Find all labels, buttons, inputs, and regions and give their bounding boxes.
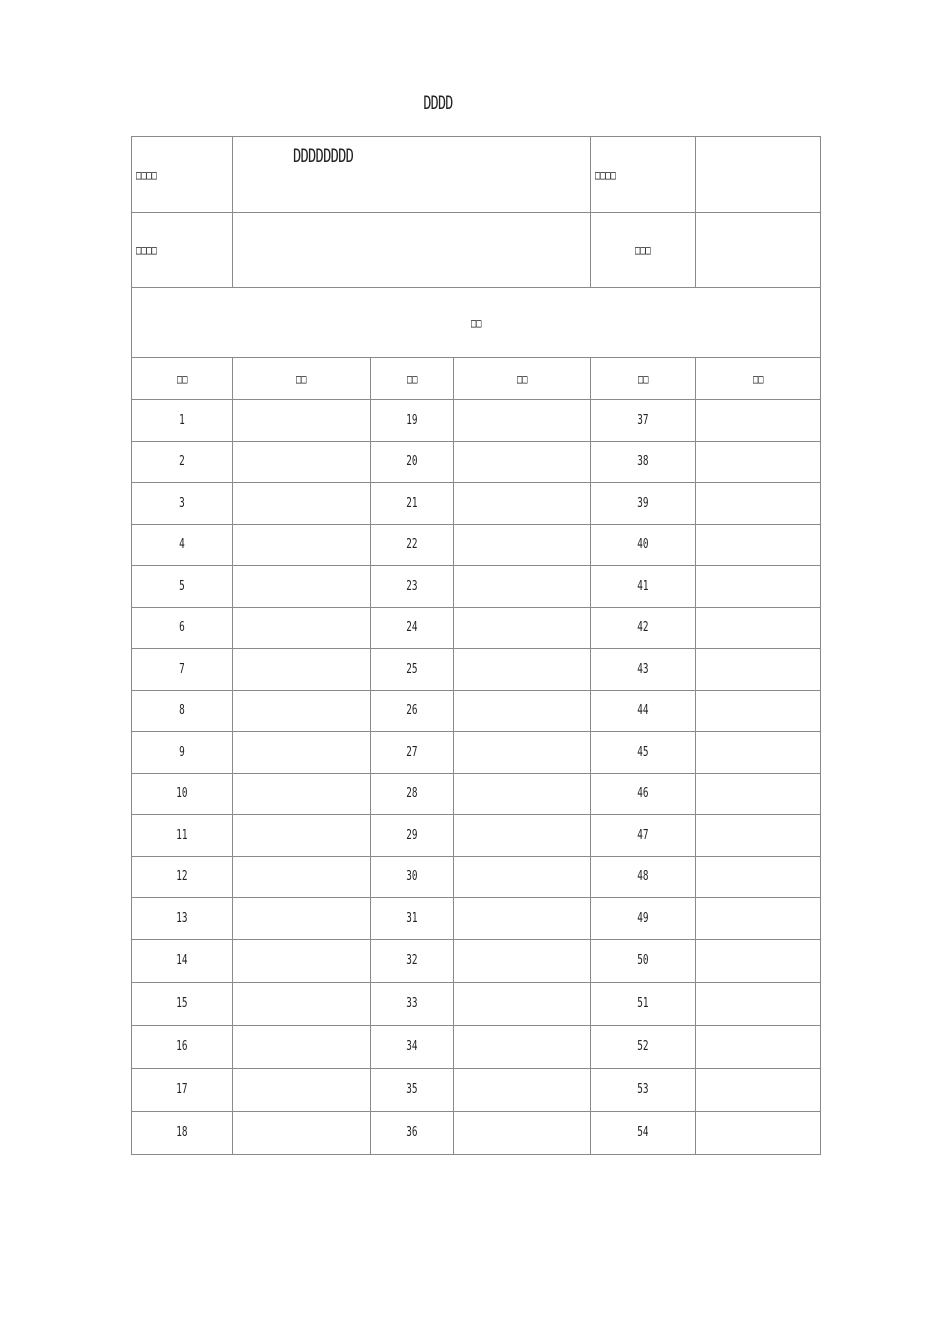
row-number: 41 <box>637 578 649 594</box>
row-number: 46 <box>637 786 649 802</box>
row-number: 37 <box>637 412 649 428</box>
table-row <box>132 732 821 774</box>
value-cell-c[interactable] <box>233 213 591 288</box>
number-cell <box>591 773 696 815</box>
row-number: 48 <box>637 869 649 885</box>
table-row <box>132 1025 821 1068</box>
number-cell <box>132 732 233 774</box>
number-cell <box>371 982 454 1025</box>
row-number: 44 <box>637 703 649 719</box>
number-cell <box>591 1068 696 1111</box>
row-number: 26 <box>406 703 418 719</box>
table-row <box>132 815 821 857</box>
number-cell <box>371 649 454 691</box>
table-row <box>132 441 821 483</box>
entry-cell[interactable] <box>233 898 371 940</box>
number-cell <box>591 982 696 1025</box>
label-c: □□□□ <box>136 243 157 257</box>
number-cell <box>132 815 233 857</box>
number-cell <box>371 815 454 857</box>
entry-cell[interactable] <box>696 649 821 691</box>
entry-cell[interactable] <box>696 607 821 649</box>
row-number: 35 <box>406 1082 418 1097</box>
row-number: 23 <box>406 578 418 594</box>
entry-cell[interactable] <box>454 566 591 608</box>
entry-cell[interactable] <box>454 1068 591 1111</box>
number-cell <box>132 483 233 525</box>
entry-cell[interactable] <box>696 1111 821 1154</box>
column-header <box>371 358 454 400</box>
number-cell <box>132 400 233 442</box>
number-cell <box>132 856 233 898</box>
value-cell-b[interactable] <box>696 137 821 213</box>
entry-cell[interactable] <box>454 939 591 982</box>
row-number: 36 <box>406 1125 418 1140</box>
number-cell <box>371 483 454 525</box>
label-cell-c <box>132 213 233 288</box>
row-number: 45 <box>637 744 649 760</box>
entry-cell[interactable] <box>454 607 591 649</box>
table-row <box>132 524 821 566</box>
number-cell <box>371 441 454 483</box>
row-number: 32 <box>406 953 418 968</box>
form-table <box>131 136 821 1155</box>
row-number: 16 <box>176 1039 188 1054</box>
entry-cell[interactable] <box>696 773 821 815</box>
entry-cell[interactable] <box>454 524 591 566</box>
number-cell <box>371 773 454 815</box>
row-number: 6 <box>179 620 185 636</box>
section-row <box>132 288 821 358</box>
entry-cell[interactable] <box>233 524 371 566</box>
row-number: 43 <box>637 661 649 677</box>
entry-cell[interactable] <box>454 1111 591 1154</box>
entry-cell[interactable] <box>233 690 371 732</box>
number-cell <box>132 524 233 566</box>
row-number: 47 <box>637 827 649 843</box>
number-cell <box>591 566 696 608</box>
label-cell-d <box>591 213 696 288</box>
table-row <box>132 1068 821 1111</box>
entry-cell[interactable] <box>696 732 821 774</box>
number-cell <box>132 441 233 483</box>
entry-cell[interactable] <box>696 1025 821 1068</box>
row-number: 19 <box>406 412 418 428</box>
number-cell <box>371 1068 454 1111</box>
row-number: 54 <box>637 1125 649 1140</box>
row-number: 40 <box>637 537 649 553</box>
column-header-row <box>132 358 821 400</box>
row-number: 2 <box>179 454 185 470</box>
number-cell <box>591 524 696 566</box>
column-header-label: □□ <box>752 371 764 386</box>
number-cell <box>591 815 696 857</box>
table-row <box>132 690 821 732</box>
entry-cell[interactable] <box>454 690 591 732</box>
label-b: □□□□ <box>595 167 616 182</box>
number-cell <box>132 898 233 940</box>
row-number: 5 <box>179 578 185 594</box>
section-label: □□ <box>470 315 482 330</box>
entry-cell[interactable] <box>233 607 371 649</box>
entry-cell[interactable] <box>233 441 371 483</box>
row-number: 25 <box>406 661 418 677</box>
entry-cell[interactable] <box>696 566 821 608</box>
row-number: 14 <box>176 953 188 968</box>
row-number: 38 <box>637 454 649 470</box>
column-header-label: □□ <box>296 371 307 386</box>
number-cell <box>371 856 454 898</box>
number-cell <box>371 524 454 566</box>
entry-cell[interactable] <box>233 815 371 857</box>
row-number: 29 <box>406 827 418 843</box>
column-header-label: □□ <box>516 371 528 386</box>
number-cell <box>591 483 696 525</box>
row-number: 34 <box>406 1039 418 1054</box>
entry-cell[interactable] <box>233 1111 371 1154</box>
label-cell-b <box>591 137 696 213</box>
entry-cell[interactable] <box>454 441 591 483</box>
entry-cell[interactable] <box>454 483 591 525</box>
number-cell <box>132 690 233 732</box>
number-cell <box>132 982 233 1025</box>
row-number: 24 <box>406 620 418 636</box>
row-number: 53 <box>637 1082 649 1097</box>
entry-cell[interactable] <box>233 483 371 525</box>
number-cell <box>591 690 696 732</box>
number-cell <box>591 400 696 442</box>
table-row <box>132 566 821 608</box>
entry-cell[interactable] <box>233 982 371 1025</box>
row-number: 3 <box>179 495 185 511</box>
row-number: 7 <box>179 661 185 677</box>
entry-cell[interactable] <box>696 939 821 982</box>
table-row <box>132 649 821 691</box>
number-cell <box>371 732 454 774</box>
number-cell <box>132 649 233 691</box>
entry-cell[interactable] <box>696 441 821 483</box>
label-a: □□□□ <box>136 167 157 182</box>
table-row <box>132 773 821 815</box>
entry-cell[interactable] <box>233 566 371 608</box>
row-number: 51 <box>637 996 649 1011</box>
value-a: DDDDDDDD <box>293 145 354 167</box>
table-row <box>132 982 821 1025</box>
value-cell-d[interactable] <box>696 213 821 288</box>
column-header <box>454 358 591 400</box>
column-header-label: □□ <box>176 371 188 386</box>
number-cell <box>371 939 454 982</box>
label-d: □□□ <box>635 243 651 257</box>
entry-cell[interactable] <box>454 649 591 691</box>
row-number: 15 <box>176 996 188 1011</box>
number-cell <box>371 1111 454 1154</box>
number-cell <box>591 732 696 774</box>
entry-cell[interactable] <box>233 400 371 442</box>
column-header <box>696 358 821 400</box>
number-cell <box>591 856 696 898</box>
row-number: 13 <box>176 910 188 926</box>
number-cell <box>132 566 233 608</box>
entry-cell[interactable] <box>696 483 821 525</box>
row-number: 27 <box>406 744 418 760</box>
header-row-2 <box>132 213 821 288</box>
entry-cell[interactable] <box>696 815 821 857</box>
table-row <box>132 400 821 442</box>
row-number: 31 <box>406 910 418 926</box>
row-number: 10 <box>176 786 188 802</box>
row-number: 11 <box>176 827 188 843</box>
number-cell <box>371 898 454 940</box>
column-header <box>132 358 233 400</box>
entry-cell[interactable] <box>233 732 371 774</box>
entry-cell[interactable] <box>233 1025 371 1068</box>
entry-cell[interactable] <box>696 1068 821 1111</box>
entry-cell[interactable] <box>696 856 821 898</box>
row-number: 4 <box>179 537 185 553</box>
number-cell <box>591 649 696 691</box>
number-cell <box>132 939 233 982</box>
number-cell <box>591 1025 696 1068</box>
entry-cell[interactable] <box>454 400 591 442</box>
table-row <box>132 607 821 649</box>
row-number: 21 <box>406 495 418 511</box>
row-number: 52 <box>637 1039 649 1054</box>
document-title: DDDD <box>423 92 453 114</box>
entry-cell[interactable] <box>696 982 821 1025</box>
row-number: 30 <box>406 869 418 885</box>
number-cell <box>591 441 696 483</box>
number-cell <box>132 607 233 649</box>
column-header <box>591 358 696 400</box>
table-row <box>132 1111 821 1154</box>
entry-cell[interactable] <box>233 856 371 898</box>
number-cell <box>371 566 454 608</box>
column-header <box>233 358 371 400</box>
row-number: 22 <box>406 537 418 553</box>
row-number: 8 <box>179 703 185 719</box>
number-cell <box>132 1068 233 1111</box>
entry-cell[interactable] <box>454 898 591 940</box>
row-number: 50 <box>637 953 649 968</box>
entry-cell[interactable] <box>454 773 591 815</box>
entry-cell[interactable] <box>696 690 821 732</box>
row-number: 1 <box>179 412 185 428</box>
number-cell <box>591 1111 696 1154</box>
header-row-1 <box>132 137 821 213</box>
entry-cell[interactable] <box>454 815 591 857</box>
number-cell <box>371 400 454 442</box>
table-row <box>132 939 821 982</box>
number-cell <box>591 898 696 940</box>
number-cell <box>371 607 454 649</box>
entry-cell[interactable] <box>454 732 591 774</box>
row-number: 12 <box>176 869 188 885</box>
entry-cell[interactable] <box>233 939 371 982</box>
number-cell <box>132 1111 233 1154</box>
entry-cell[interactable] <box>696 524 821 566</box>
row-number: 42 <box>637 620 649 636</box>
number-cell <box>591 939 696 982</box>
entry-cell[interactable] <box>233 773 371 815</box>
row-number: 9 <box>179 744 185 760</box>
table-row <box>132 856 821 898</box>
label-cell-a <box>132 137 233 213</box>
section-cell <box>132 288 821 358</box>
row-number: 18 <box>176 1125 188 1140</box>
table-row <box>132 483 821 525</box>
number-cell <box>132 773 233 815</box>
row-number: 28 <box>406 786 418 802</box>
entry-cell[interactable] <box>696 400 821 442</box>
column-header-label: □□ <box>406 371 418 386</box>
row-number: 39 <box>637 495 649 511</box>
number-cell <box>371 1025 454 1068</box>
value-cell-a[interactable] <box>233 137 591 213</box>
entry-cell[interactable] <box>454 982 591 1025</box>
row-number: 17 <box>176 1082 188 1097</box>
table-row <box>132 898 821 940</box>
number-cell <box>132 1025 233 1068</box>
entry-cell[interactable] <box>696 898 821 940</box>
number-cell <box>591 607 696 649</box>
number-cell <box>371 690 454 732</box>
column-header-label: □□ <box>637 371 649 386</box>
row-number: 20 <box>406 454 418 470</box>
entry-cell[interactable] <box>454 856 591 898</box>
entry-cell[interactable] <box>233 1068 371 1111</box>
row-number: 33 <box>406 996 418 1011</box>
entry-cell[interactable] <box>233 649 371 691</box>
row-number: 49 <box>637 910 649 926</box>
entry-cell[interactable] <box>454 1025 591 1068</box>
